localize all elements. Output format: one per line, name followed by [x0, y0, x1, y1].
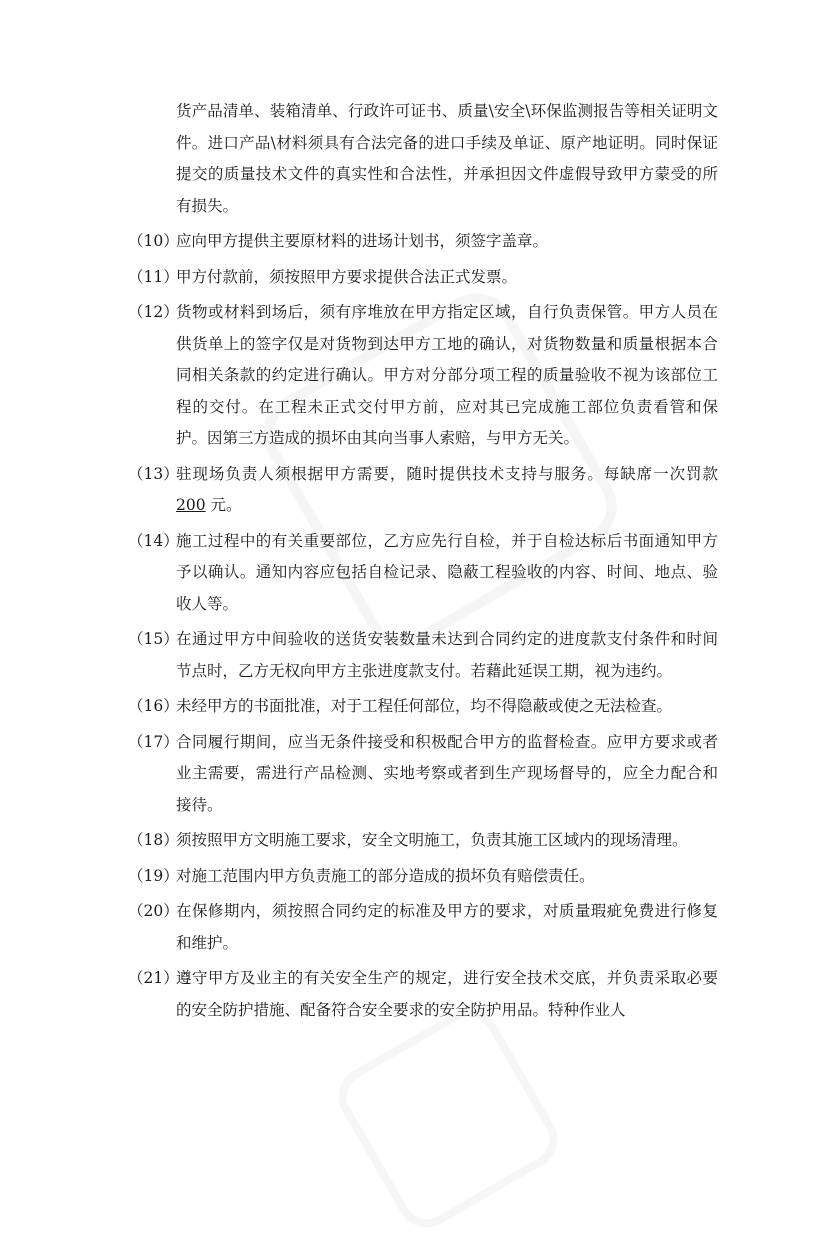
clause-number: （12） [128, 303, 179, 321]
watermark-stamp-lower [328, 998, 568, 1238]
clause-text: 甲方付款前，须按照甲方要求提供合法正式发票。 [176, 267, 518, 286]
penalty-amount: 200 [176, 496, 206, 514]
clause-15 [128, 624, 718, 687]
clause-text: 合同履行期间，应当无条件接受和积极配合甲方的监督检查。应甲方要求或者业主需要，需进行产品检测、实地考察或者到生产现场督导的，应全力配合和接待。 [176, 732, 718, 814]
clause-16 [128, 691, 718, 723]
clause-list [128, 96, 718, 1030]
clause-20 [128, 896, 718, 959]
clause-13 [128, 459, 718, 522]
clause-12 [128, 297, 718, 455]
clause-10 [128, 226, 718, 258]
clause-text: 对施工范围内甲方负责施工的部分造成的损坏负有赔偿责任。 [176, 866, 595, 885]
clause-number: （17） [128, 732, 179, 751]
continued-clause-text: 货产品清单、装箱清单、行政许可证书、质量\安全\环保监测报告等相关证明文件。进口产品\材料须具有合法完备的进口手续及单证、原产地证明。同时保证提交的质量技术文件的真实性和合法性，并承担因文件虚假导致甲方蒙受的所有损失。 [176, 102, 718, 215]
clause-text: 在保修期内，须按照合同约定的标准及甲方的要求，对质量瑕疵免费进行修复和维护。 [176, 902, 718, 952]
clause-text: 遵守甲方及业主的有关安全生产的规定，进行安全技术交底，并负责采取必要的安全防护措施、配备符合安全要求的安全防护用品。特种作业人 [176, 969, 718, 1019]
clause-number: （13） [128, 464, 179, 483]
clause-11 [128, 262, 718, 294]
clause-number: （10） [128, 232, 179, 250]
clause-17 [128, 727, 718, 822]
clause-14 [128, 526, 718, 621]
clause-text: 须按照甲方文明施工要求，安全文明施工，负责其施工区域内的现场清理。 [176, 831, 688, 849]
clause-number: （19） [128, 866, 179, 885]
clause-text: 应向甲方提供主要原材料的进场计划书，须签字盖章。 [176, 232, 549, 250]
clause-number: （16） [128, 697, 179, 715]
clause-number: （14） [128, 531, 179, 550]
clause-number: （15） [128, 630, 179, 648]
clause-21 [128, 963, 718, 1026]
clause-18 [128, 825, 718, 857]
clause-19 [128, 861, 718, 893]
clause-text: 未经甲方的书面批准，对于工程任何部位，均不得隐蔽或使之无法检查。 [176, 697, 673, 715]
clause-text-before: 驻现场负责人须根据甲方需要，随时提供技术支持与服务。每缺席一次罚款 [176, 464, 718, 483]
clause-text: 施工过程中的有关重要部位，乙方应先行自检，并于自检达标后书面通知甲方予以确认。通知内容应包括自检记录、隐蔽工程验收的内容、时间、地点、验收人等。 [176, 531, 718, 613]
clause-number: （11） [128, 267, 179, 286]
clause-number: （18） [128, 831, 179, 849]
clause-text: 货物或材料到场后，须有序堆放在甲方指定区域，自行负责保管。甲方人员在供货单上的签字仅是对货物到达甲方工地的确认，对货物数量和质量根据本合同相关条款的约定进行确认。甲方对分部分项工程的质量验收不视为该部位工程的交付。在工程未正式交付甲方前，应对其已完成施工部位负责看管和保护。因第三方造成的损坏由其向当事人索赔，与甲方无关。 [176, 303, 718, 447]
clause-text [176, 459, 718, 522]
clause-number: （21） [128, 969, 179, 987]
clause-number: （20） [128, 902, 179, 920]
clause-text: 在通过甲方中间验收的送货安装数量未达到合同约定的进度款支付条件和时间节点时，乙方无权向甲方主张进度款支付。若藉此延误工期，视为违约。 [176, 630, 718, 680]
clause-text-after: 元。 [205, 496, 242, 514]
